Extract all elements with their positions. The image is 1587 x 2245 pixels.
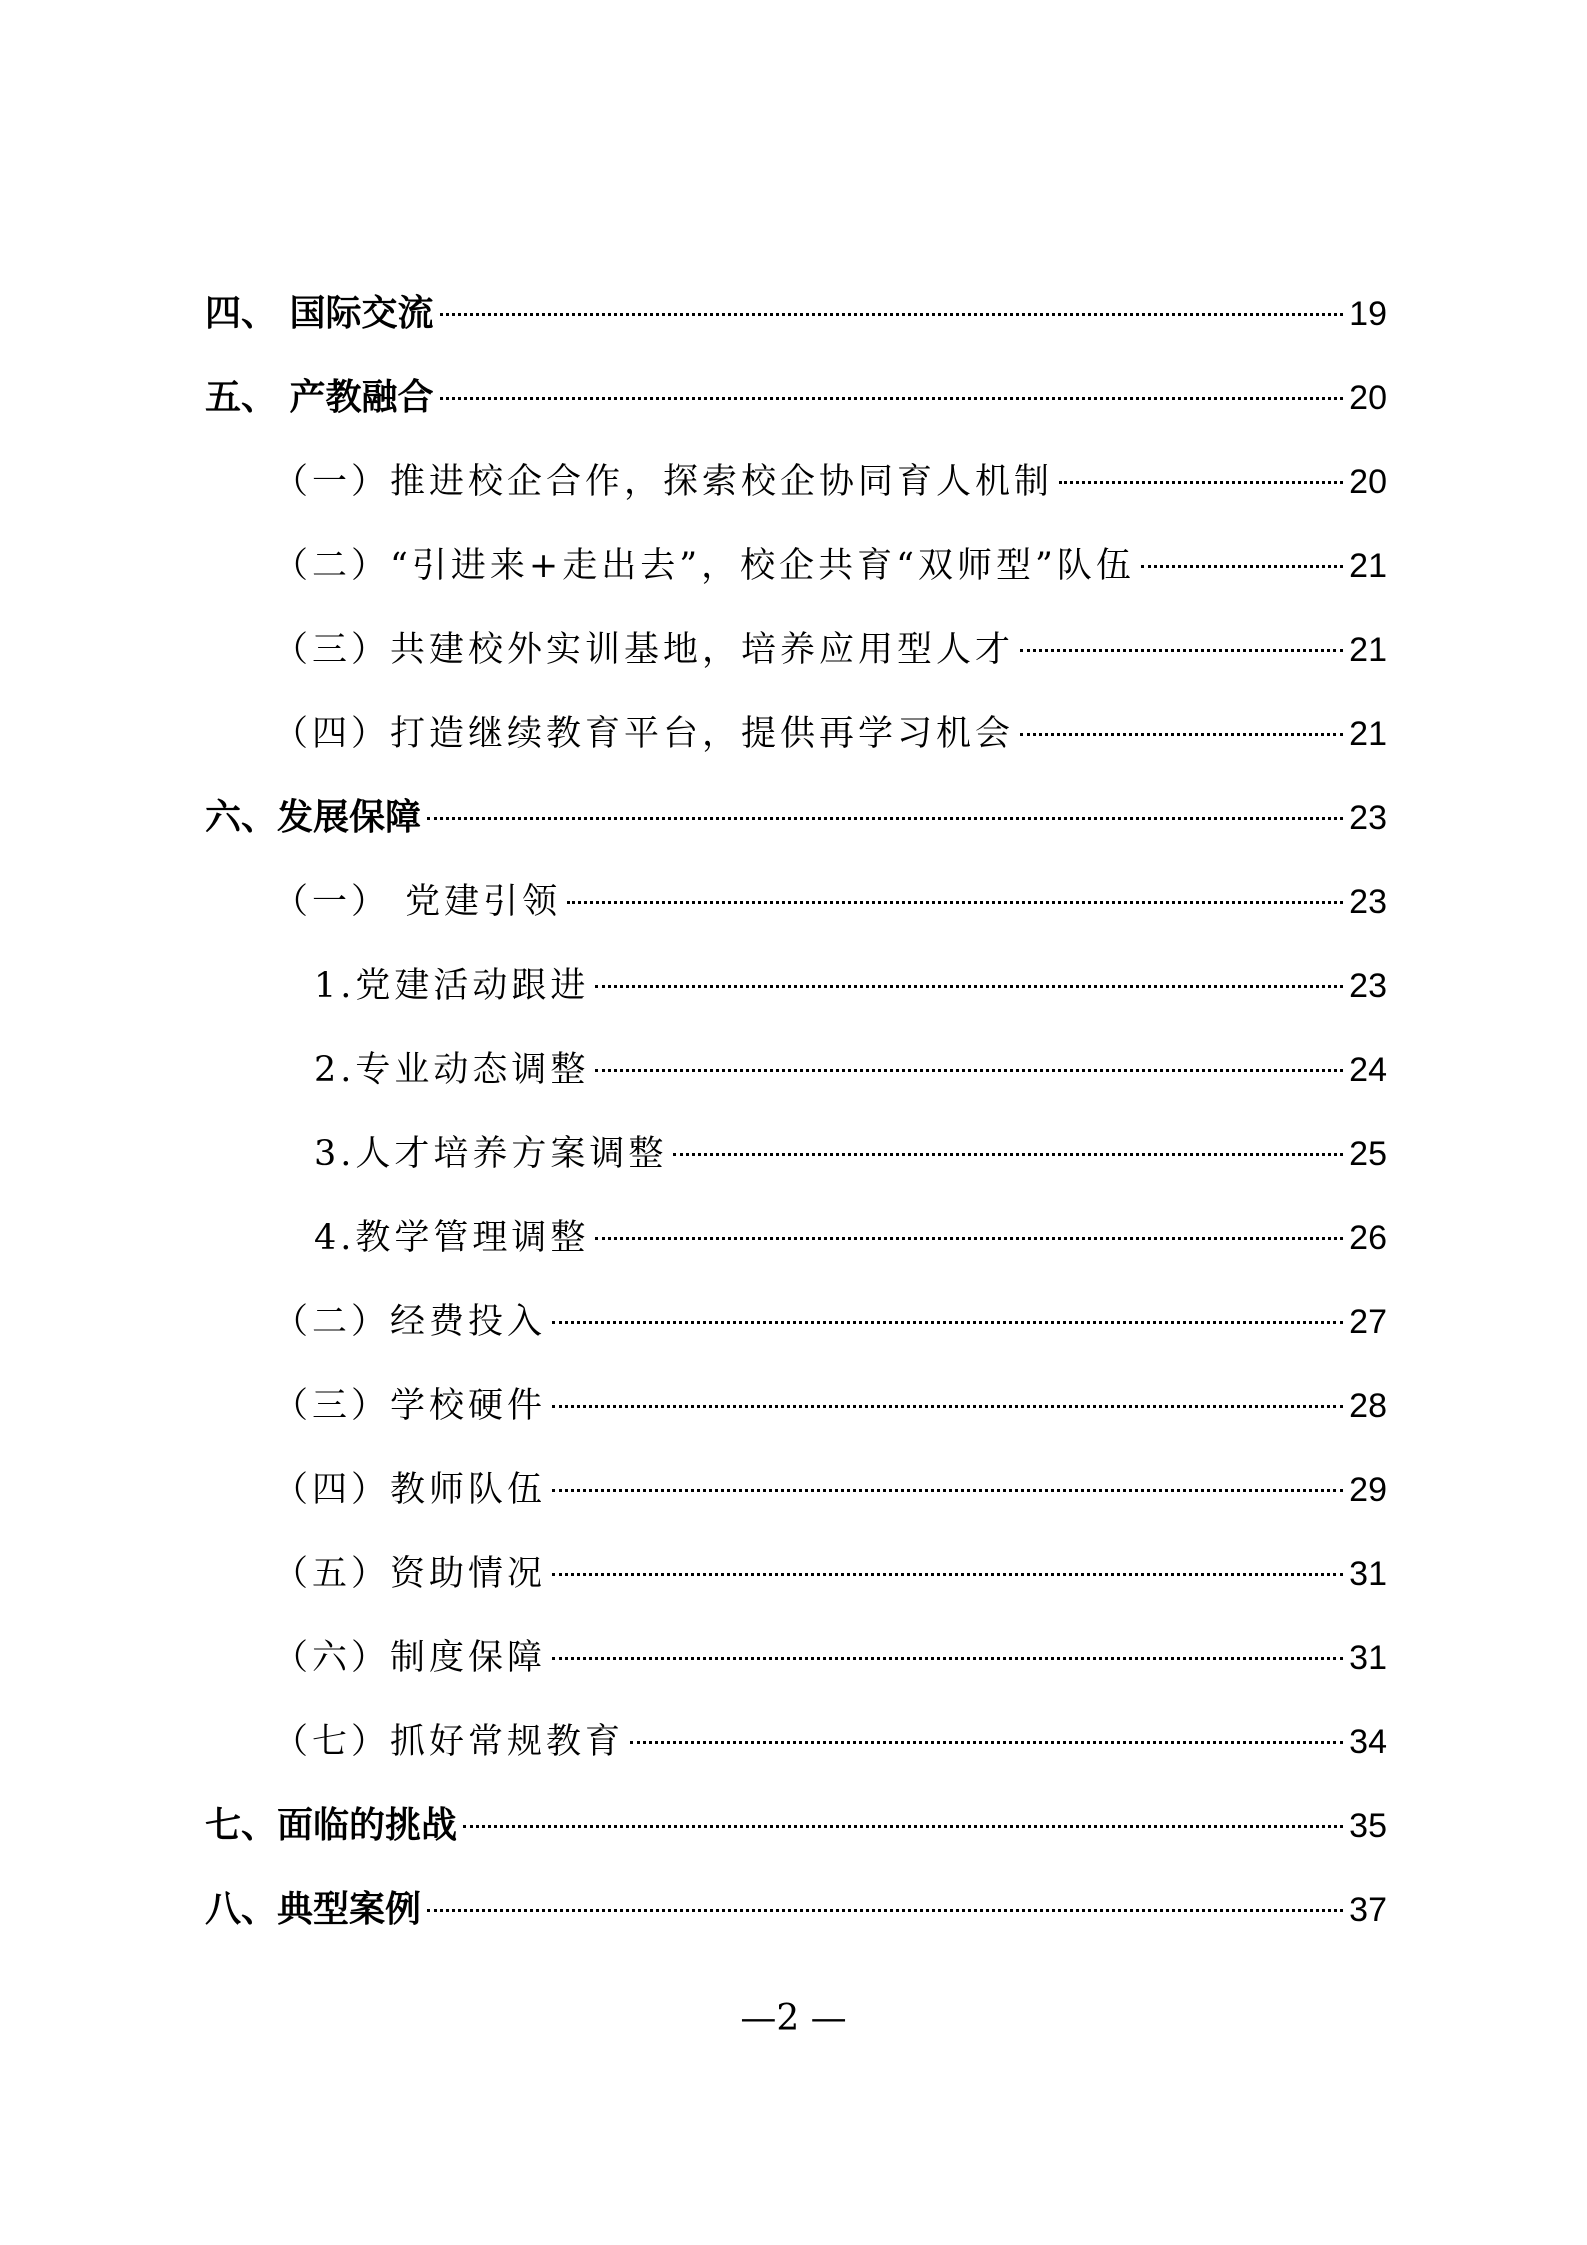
toc-leader-dots	[552, 1657, 1343, 1660]
toc-leader-dots	[595, 985, 1343, 988]
toc-leader-dots	[463, 1825, 1343, 1828]
toc-entry-title: 五、 产教融合	[205, 377, 434, 418]
toc-entry-page: 24	[1349, 1051, 1387, 1089]
toc-leader-dots	[630, 1741, 1343, 1744]
toc-leader-dots	[595, 1237, 1343, 1240]
toc-entry-page: 20	[1349, 463, 1387, 501]
toc-entry-title: （四）打造继续教育平台，提供再学习机会	[273, 714, 1015, 754]
toc-entry-page: 23	[1349, 883, 1387, 921]
toc-entry[interactable]	[205, 788, 1387, 848]
toc-entry-page: 25	[1349, 1135, 1387, 1173]
toc-entry[interactable]	[273, 620, 1387, 680]
toc-entry[interactable]	[273, 1628, 1387, 1688]
toc-leader-dots	[673, 1153, 1343, 1156]
toc-leader-dots	[595, 1069, 1343, 1072]
toc-leader-dots	[440, 313, 1344, 316]
toc-entry-page: 27	[1349, 1303, 1387, 1341]
toc-entry[interactable]	[314, 1040, 1387, 1100]
toc-entry[interactable]	[273, 872, 1387, 932]
toc-entry-title: 3.人才培养方案调整	[314, 1134, 668, 1174]
toc-leader-dots	[427, 817, 1343, 820]
toc-entry-title: （一） 党建引领	[273, 882, 562, 922]
toc-entry-page: 28	[1349, 1387, 1387, 1425]
toc-entry[interactable]	[314, 1208, 1387, 1268]
toc-entry[interactable]	[205, 1796, 1387, 1856]
toc-entry-page: 21	[1349, 715, 1387, 753]
toc-entry-page: 23	[1349, 799, 1387, 837]
toc-leader-dots	[1020, 649, 1343, 652]
toc-entry[interactable]	[205, 1880, 1387, 1940]
toc-entry[interactable]	[314, 1124, 1387, 1184]
toc-entry-title: （二）“引进来+走出去”，校企共育“双师型”队伍	[273, 546, 1135, 586]
toc-entry[interactable]	[273, 536, 1387, 596]
toc-entry[interactable]	[273, 452, 1387, 512]
toc-leader-dots	[552, 1489, 1343, 1492]
toc-entry-title: （三）共建校外实训基地，培养应用型人才	[273, 630, 1015, 670]
toc-entry-title: （一）推进校企合作，探索校企协同育人机制	[273, 462, 1054, 502]
toc-leader-dots	[427, 1909, 1343, 1912]
toc-entry-page: 34	[1349, 1723, 1387, 1761]
toc-entry-page: 26	[1349, 1219, 1387, 1257]
toc-entry-page: 31	[1349, 1555, 1387, 1593]
toc-leader-dots	[1059, 481, 1343, 484]
toc-entry-page: 20	[1349, 379, 1387, 417]
toc-entry-title: 七、面临的挑战	[205, 1805, 458, 1846]
toc-leader-dots	[1020, 733, 1343, 736]
toc-entry-title: 2.专业动态调整	[314, 1050, 590, 1090]
toc-entry-title: 六、发展保障	[205, 797, 422, 838]
page-number: —2 —	[740, 1998, 847, 2039]
toc-entry-title: （六）制度保障	[273, 1638, 547, 1678]
toc-entry-page: 37	[1349, 1891, 1387, 1929]
toc-leader-dots	[1141, 565, 1343, 568]
toc-entry-page: 21	[1349, 631, 1387, 669]
toc-entry-page: 21	[1349, 547, 1387, 585]
toc-leader-dots	[552, 1321, 1343, 1324]
toc-entry-page: 23	[1349, 967, 1387, 1005]
toc-entry-title: 四、 国际交流	[205, 293, 434, 334]
toc-entry[interactable]	[273, 1544, 1387, 1604]
toc-leader-dots	[552, 1405, 1343, 1408]
toc-entry[interactable]	[273, 1460, 1387, 1520]
toc-leader-dots	[440, 397, 1344, 400]
toc-entry-page: 19	[1349, 295, 1387, 333]
toc-entry-title: 1.党建活动跟进	[314, 966, 590, 1006]
toc-entry[interactable]	[205, 284, 1387, 344]
toc-leader-dots	[552, 1573, 1343, 1576]
toc-entry-page: 31	[1349, 1639, 1387, 1677]
toc-entry[interactable]	[205, 368, 1387, 428]
toc-entry[interactable]	[314, 956, 1387, 1016]
toc-leader-dots	[567, 901, 1343, 904]
toc-entry-title: （四）教师队伍	[273, 1470, 547, 1510]
toc-entry[interactable]	[273, 1292, 1387, 1352]
toc-entry[interactable]	[273, 1376, 1387, 1436]
toc-entry-title: 八、典型案例	[205, 1889, 422, 1930]
toc-entry-title: 4.教学管理调整	[314, 1218, 590, 1258]
toc-entry-title: （五）资助情况	[273, 1554, 547, 1594]
toc-entry[interactable]	[273, 1712, 1387, 1772]
toc-entry-page: 35	[1349, 1807, 1387, 1845]
toc-entry-title: （二）经费投入	[273, 1302, 547, 1342]
toc-entry-title: （七）抓好常规教育	[273, 1722, 625, 1762]
toc-entry[interactable]	[273, 704, 1387, 764]
toc-entry-page: 29	[1349, 1471, 1387, 1509]
toc-entry-title: （三）学校硬件	[273, 1386, 547, 1426]
